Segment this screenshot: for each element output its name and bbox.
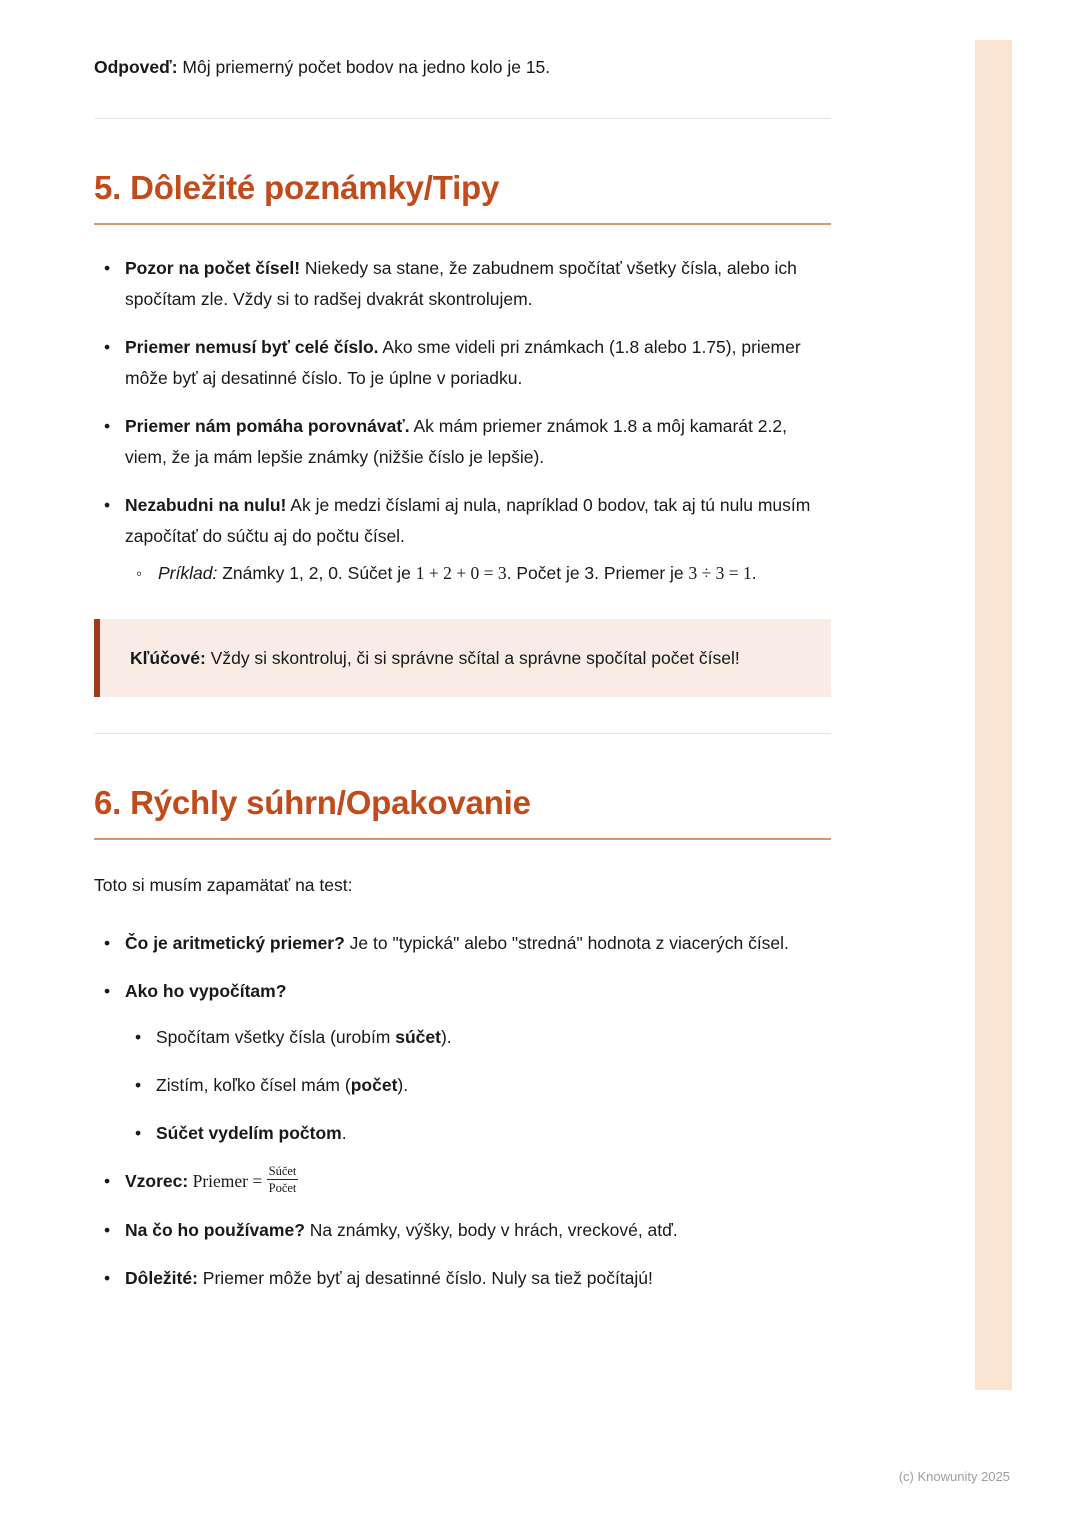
- item-text: Na známky, výšky, body v hrách, vreckové, atď.: [304, 1220, 678, 1241]
- item-text: Priemer môže byť aj desatinné číslo. Nuly sa tiež počítajú!: [197, 1268, 653, 1289]
- callout-label: Kľúčové:: [130, 648, 206, 668]
- formula-item: [94, 1163, 831, 1198]
- list-item: [94, 332, 831, 394]
- formula-fraction: [267, 1164, 299, 1196]
- list-item: [94, 411, 831, 473]
- formula-lhs: Priemer =: [188, 1171, 267, 1191]
- steps-sublist: [125, 1022, 831, 1149]
- item-text: Ako sme videli pri známkach (1.8 alebo 1.75), priemer môže byť aj desatinné číslo. To je úplne v poriadku.: [125, 337, 801, 388]
- list-item: [94, 490, 831, 589]
- section6-list: [94, 928, 831, 1294]
- example-math: 3 ÷ 3 = 1: [688, 563, 752, 583]
- step-pre: Zistím, koľko čísel mám (: [156, 1075, 351, 1095]
- section6-intro: Toto si musím zapamätať na test:: [94, 875, 353, 895]
- item-text: Ak mám priemer známok 1.8 a môj kamarát 2.2, viem, že ja mám lepšie známky (nižšie číslo je lepšie).: [125, 416, 787, 467]
- step-post: ).: [397, 1075, 409, 1095]
- item-bold: Priemer nám pomáha porovnávať.: [125, 416, 410, 436]
- answer-line: [94, 52, 831, 82]
- step-item: [125, 1118, 831, 1149]
- section5-title: 5. Dôležité poznámky/Tipy: [94, 169, 831, 225]
- example-sublist: [125, 558, 831, 589]
- step-bold: Súčet vydelím počtom: [156, 1123, 342, 1143]
- step-bold: počet: [350, 1075, 398, 1095]
- list-item: [94, 976, 831, 1149]
- section6-title: 6. Rýchly súhrn/Opakovanie: [94, 784, 831, 840]
- answer-text: Môj priemerný počet bodov na jedno kolo je 15.: [177, 57, 551, 77]
- item-bold: Priemer nemusí byť celé číslo.: [125, 337, 379, 357]
- step-post: .: [341, 1123, 347, 1143]
- step-item: [125, 1022, 831, 1053]
- step-item: [125, 1070, 831, 1101]
- step-post: ).: [440, 1027, 452, 1047]
- key-callout: [94, 619, 831, 697]
- fraction-numerator: Súčet: [267, 1164, 299, 1180]
- copyright-footer: (c) Knowunity 2025: [898, 1469, 1010, 1484]
- example-math: 1 + 2 + 0 = 3: [415, 563, 507, 583]
- section-divider: [94, 733, 831, 734]
- item-bold: Čo je aritmetický priemer?: [125, 933, 345, 953]
- example-text: . Počet je 3. Priemer je: [506, 563, 689, 583]
- document-content: [94, 0, 831, 1311]
- example-item: [125, 558, 831, 589]
- list-item: [94, 1215, 831, 1246]
- example-text: .: [751, 563, 757, 583]
- section5-list: [94, 253, 831, 589]
- item-text: Ak je medzi číslami aj nula, napríklad 0 bodov, tak aj tú nulu musím započítať do súčtu aj do počtu čísel.: [125, 495, 811, 546]
- list-item: [94, 253, 831, 315]
- example-label: Príklad:: [158, 563, 218, 583]
- list-item: [94, 928, 831, 959]
- answer-label: Odpoveď:: [94, 57, 178, 77]
- item-text: Niekedy sa stane, že zabudnem spočítať všetky čísla, alebo ich spočítam zle. Vždy si to radšej dvakrát skontrolujem.: [125, 258, 797, 309]
- side-stripe: [975, 40, 1012, 1390]
- step-pre: Spočítam všetky čísla (urobím: [156, 1027, 396, 1047]
- callout-text: [130, 642, 803, 674]
- item-bold: Pozor na počet čísel!: [125, 258, 301, 278]
- list-item: [94, 1263, 831, 1294]
- item-bold: Na čo ho používame?: [125, 1220, 305, 1241]
- item-bold: Ako ho vypočítam?: [125, 981, 287, 1001]
- formula-label: Vzorec:: [125, 1171, 189, 1191]
- step-bold: súčet: [395, 1027, 441, 1047]
- fraction-denominator: Počet: [268, 1180, 297, 1195]
- section-divider: [94, 118, 831, 119]
- item-bold: Dôležité:: [125, 1268, 198, 1289]
- example-text: Známky 1, 2, 0. Súčet je: [217, 563, 416, 583]
- item-text: Je to "typická" alebo "stredná" hodnota z viacerých čísel.: [344, 933, 789, 953]
- item-bold: Nezabudni na nulu!: [125, 495, 287, 515]
- callout-body: Vždy si skontroluj, či si správne sčítal a správne spočítal počet čísel!: [205, 648, 740, 668]
